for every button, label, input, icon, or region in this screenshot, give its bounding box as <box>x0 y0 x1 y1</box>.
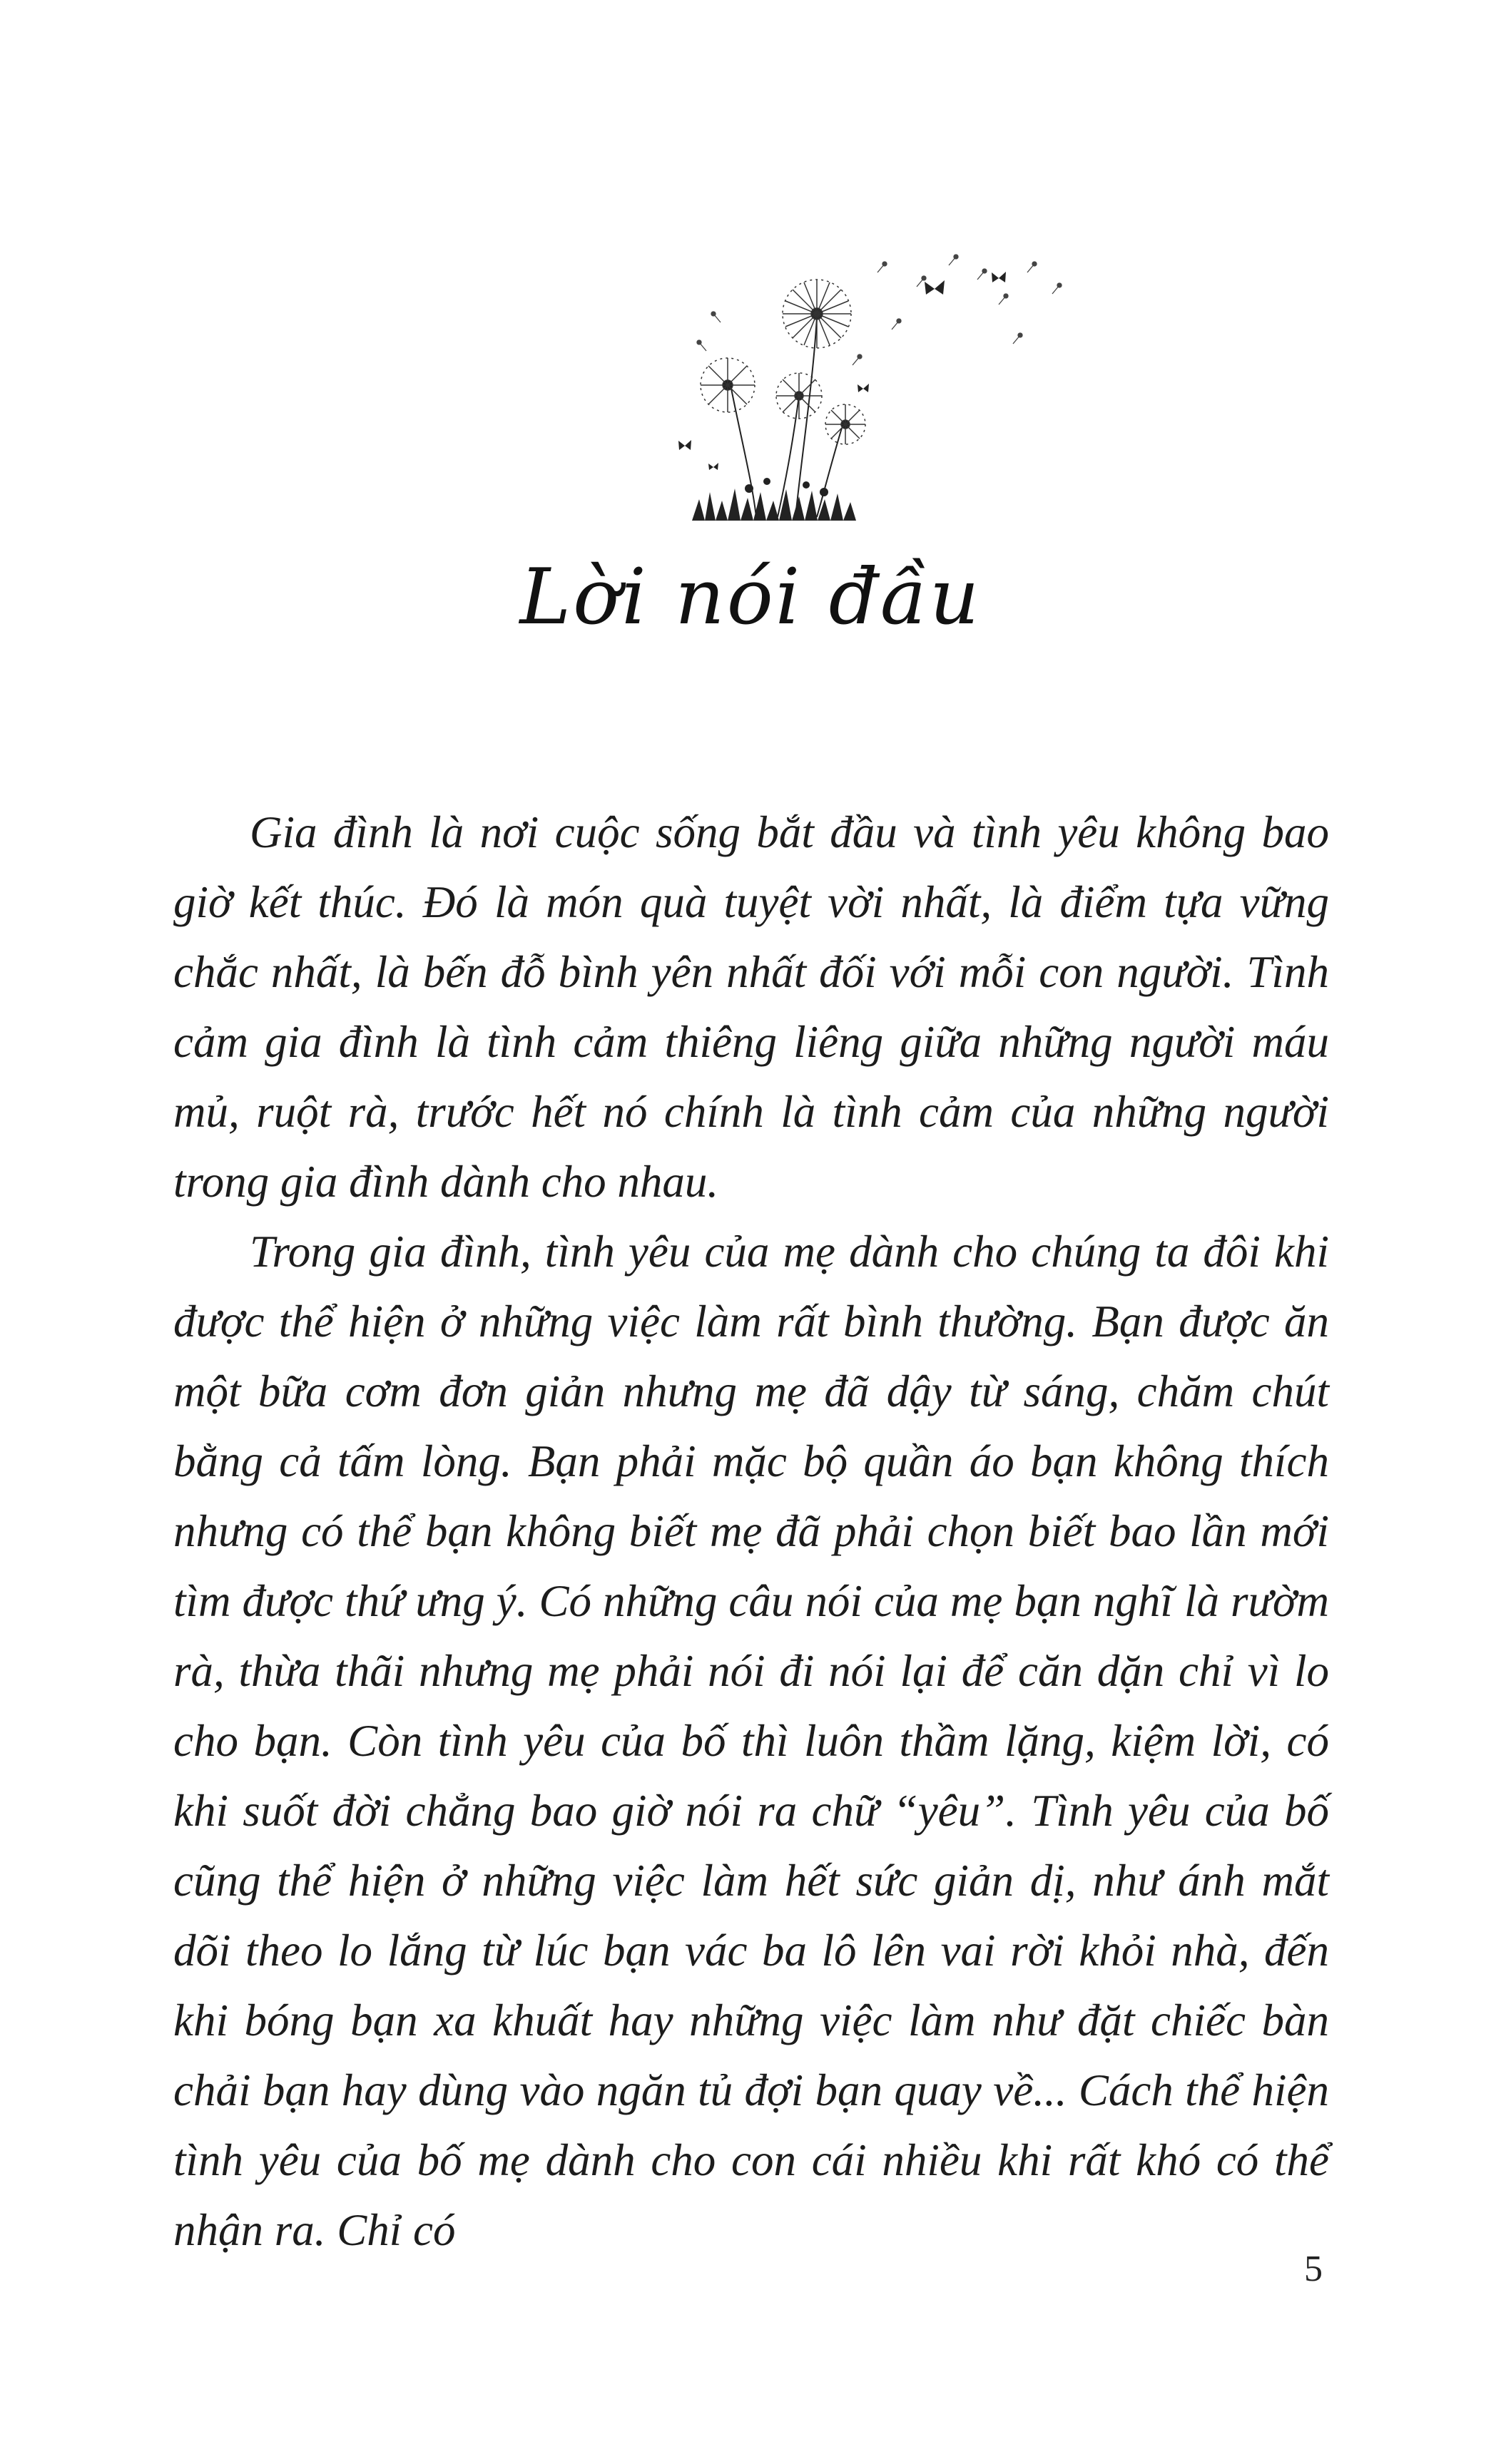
dandelion-butterflies-icon <box>671 235 1077 535</box>
page-title: Lời nói đầu <box>519 553 982 642</box>
page-number: 5 <box>1304 2249 1323 2289</box>
body-text <box>173 797 1329 2265</box>
paragraph-2: Trong gia đình, tình yêu của mẹ dành cho chúng ta đôi khi được thể hiện ở những việc làm rất bình thường. Bạn được ăn một bữa cơm đơn giản nhưng mẹ đã dậy từ sáng, chăm chút bằng cả tấm lòng. Bạn phải mặc bộ quần áo bạn không thích nhưng có thể bạn không biết mẹ đã phải chọn biết bao lần mới tìm được thứ ưng ý. Có những câu nói của mẹ bạn nghĩ là rườm rà, thừa thãi nhưng mẹ phải nói đi nói lại để căn dặn chỉ vì lo cho bạn. Còn tình yêu của bố thì luôn thầm lặng, kiệm lời, có khi suốt đời chẳng bao giờ nói ra chữ “yêu”. Tình yêu của bố cũng thể hiện ở những việc làm hết sức giản dị, như ánh mắt dõi theo lo lắng từ lúc bạn vác ba lô lên vai rời khỏi nhà, đến khi bóng bạn xa khuất hay những việc làm như đặt chiếc bàn chải bạn hay dùng vào ngăn tủ đợi bạn quay về... Cách thể hiện tình yêu của bố mẹ dành cho con cái nhiều khi rất khó có thể nhận ra. Chỉ có <box>173 1227 1329 2255</box>
paragraph-1: Gia đình là nơi cuộc sống bắt đầu và tình yêu không bao giờ kết thúc. Đó là món quà tuyệt vời nhất, là điểm tựa vững chắc nhất, là bến đỗ bình yên nhất đối với mỗi con người. Tình cảm gia đình là tình cảm thiêng liêng giữa những người máu mủ, ruột rà, trước hết nó chính là tình cảm của những người trong gia đình dành cho nhau. <box>173 807 1329 1207</box>
